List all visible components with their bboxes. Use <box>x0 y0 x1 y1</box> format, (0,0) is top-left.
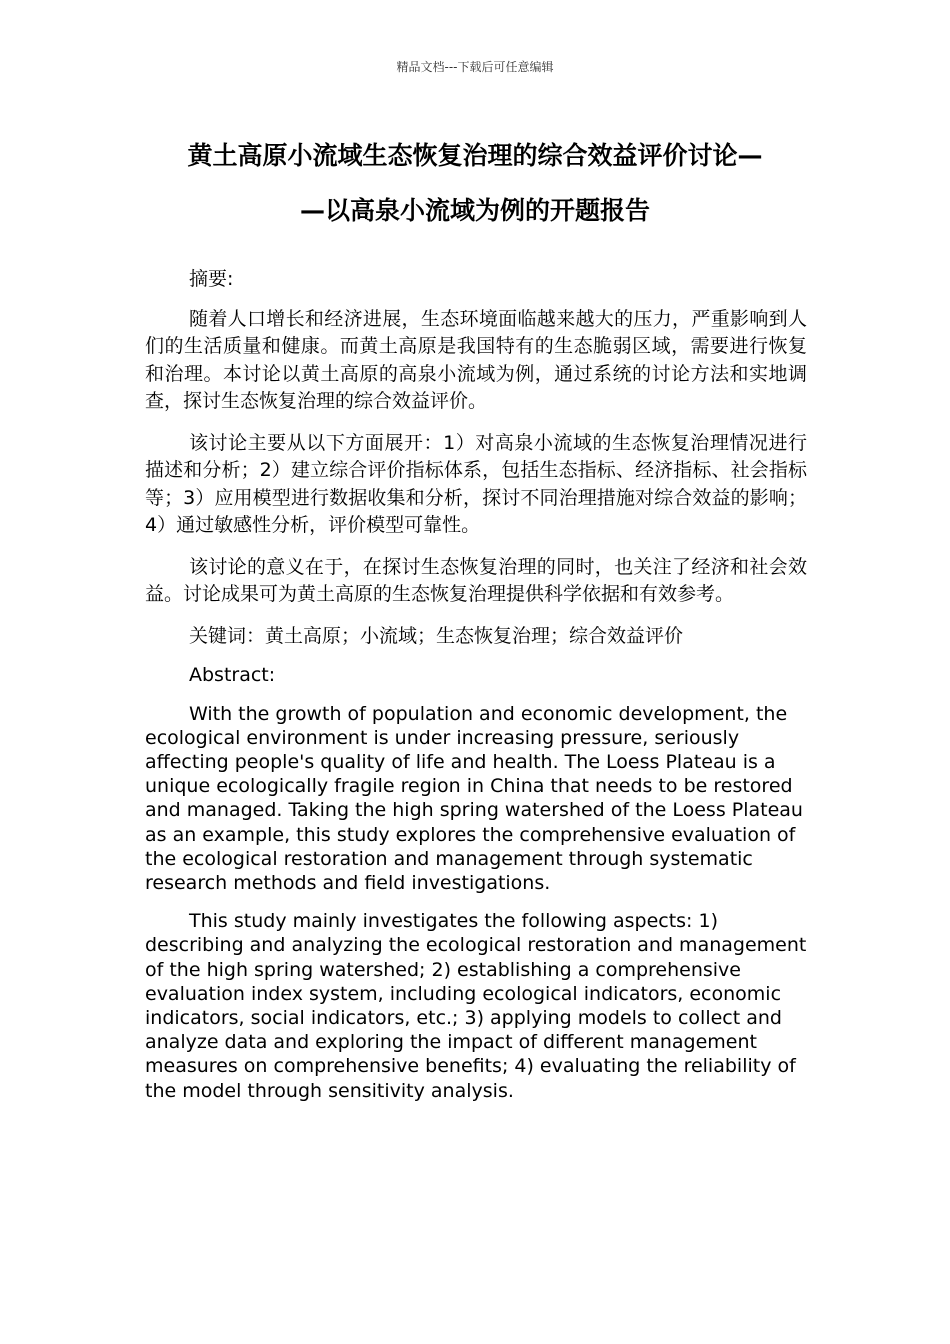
abstract-en-paragraph-2: This study mainly investigates the following aspects: 1) describing and analyzing the ecological restoration and management of the high spring watershed; 2) establishing a comprehensive evaluation index system, including ecological indicators, economic indicators, social indicators, etc.; 3) applying models to collect and analyze data and exploring the impact of different management measures on comprehensive benefits; 4) evaluating the reliability of the model through sensitivity analysis. <box>145 910 807 1102</box>
abstract-en-paragraph-1: With the growth of population and economic development, the ecological environment is under increasing pressure, seriously affecting people's quality of life and health. The Loess Plateau is a unique ecologically fragile region in China that needs to be restored and managed. Taking the high spring watershed of the Loess Plateau as an example, this study explores the comprehensive evaluation of the ecological restoration and management through systematic research methods and field investigations. <box>145 702 803 894</box>
abstract-cn-paragraph-2: 该讨论主要从以下方面展开：1）对高泉小流域的生态恢复治理情况进行描述和分析；2）建立综合评价指标体系，包括生态指标、经济指标、社会指标等；3）应用模型进行数据收集和分析，探讨不同治理措施对综合效益的影响；4）通过敏感性分析，评价模型可靠性。 <box>145 431 807 536</box>
abstract-cn-paragraph-3: 该讨论的意义在于，在探讨生态恢复治理的同时，也关注了经济和社会效益。讨论成果可为黄土高原的生态恢复治理提供科学依据和有效参考。 <box>145 555 807 605</box>
abstract-en-label: Abstract: <box>189 664 276 686</box>
abstract-cn-label: 摘要: <box>189 268 234 290</box>
page-header-note: 精品文档---下载后可任意编辑 <box>396 60 554 74</box>
document-body <box>145 266 807 1117</box>
document-title <box>120 128 830 238</box>
title-line-1: 黄土高原小流域生态恢复治理的综合效益评价讨论— <box>187 141 763 170</box>
abstract-cn-paragraph-1: 随着人口增长和经济进展，生态环境面临越来越大的压力，严重影响到人们的生活质量和健康。而黄土高原是我国特有的生态脆弱区域，需要进行恢复和治理。本讨论以黄土高原的高泉小流域为例，通过系统的讨论方法和实地调查，探讨生态恢复治理的综合效益评价。 <box>145 307 807 412</box>
keywords-cn: 关键词：黄土高原；小流域；生态恢复治理；综合效益评价 <box>189 624 684 647</box>
title-line-2: —以高泉小流域为例的开题报告 <box>299 196 650 225</box>
